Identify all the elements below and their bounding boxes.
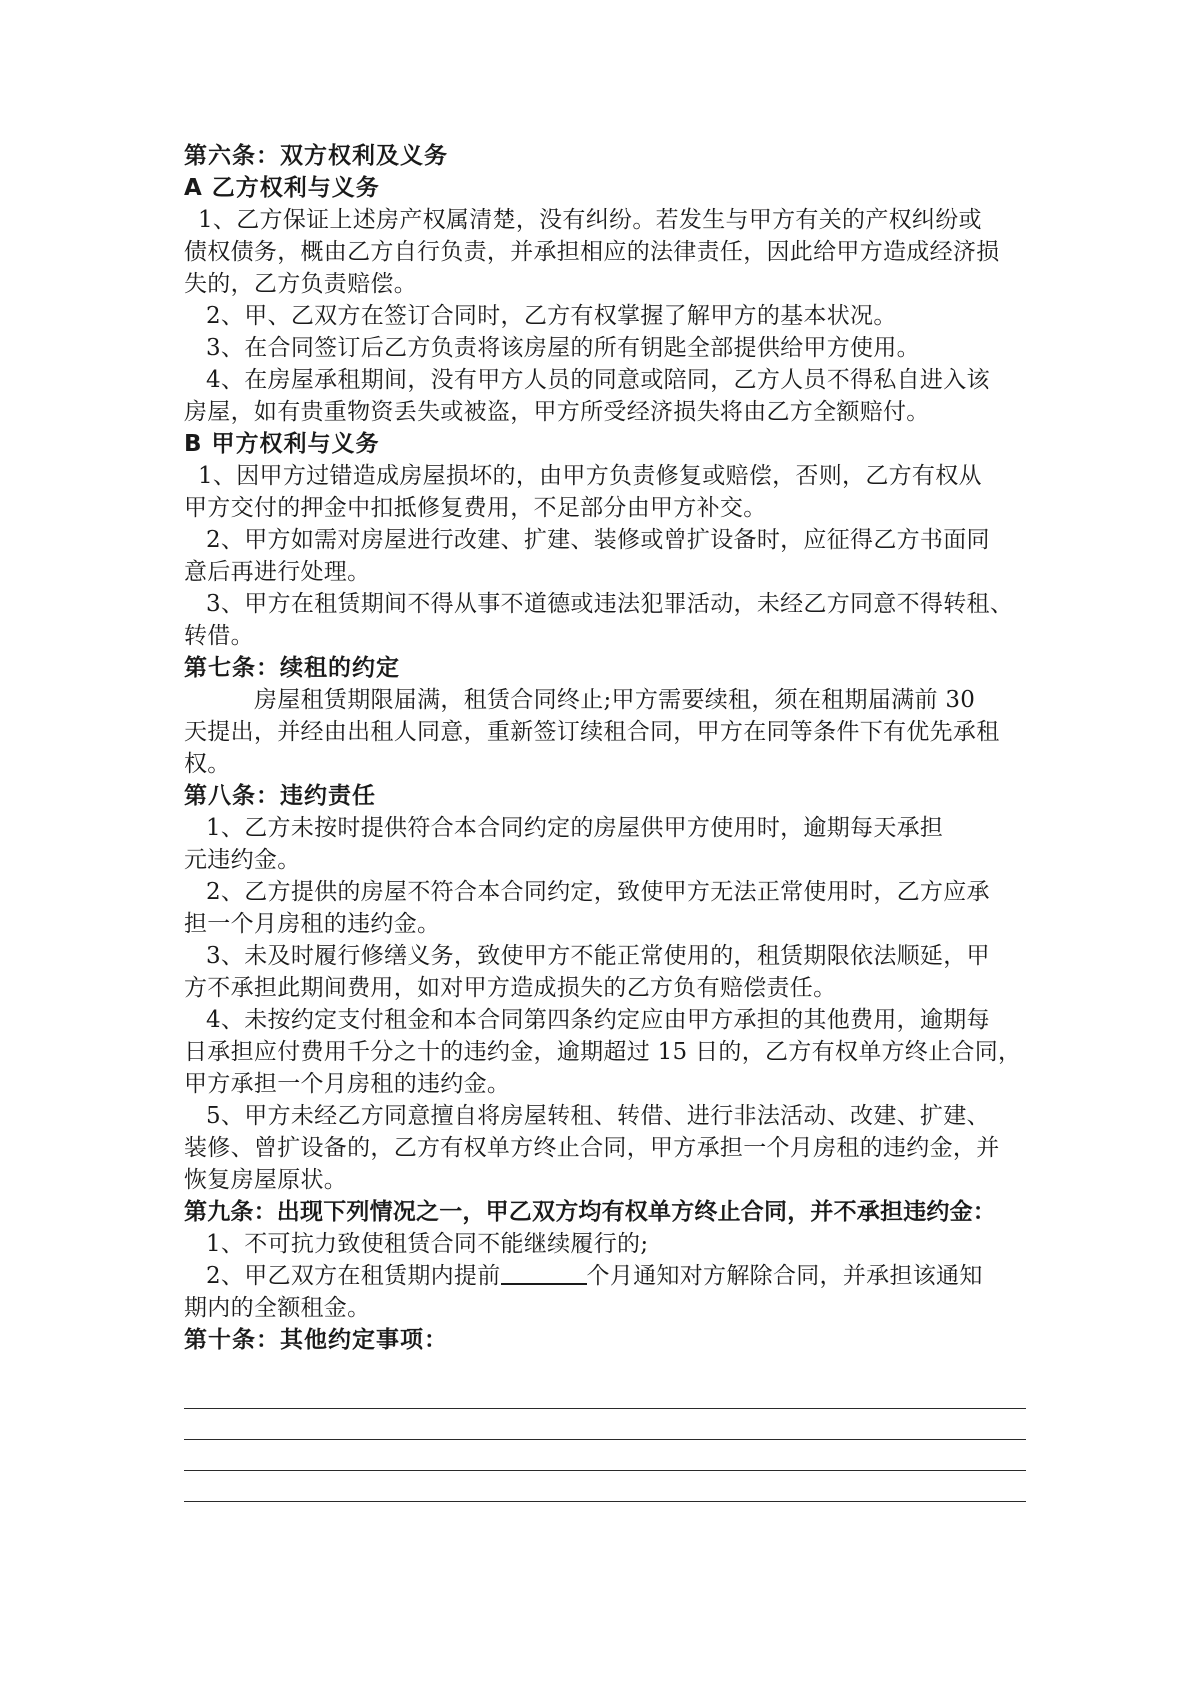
clause-8-1-line2: 元违约金。: [184, 847, 301, 873]
clause-8-3-line1: 3、未及时履行修缮义务，致使甲方不能正常使用的，租赁期限依法顺延，甲: [206, 943, 990, 969]
clause-9-2-line2: 期内的全额租金。: [184, 1295, 371, 1321]
months-blank-field[interactable]: [501, 1261, 587, 1285]
clause-8-4-line1: 4、未按约定支付租金和本合同第四条约定应由甲方承担的其他费用，逾期每: [206, 1007, 990, 1033]
article-7-body-line2: 天提出，并经由出租人同意，重新签订续租合同，甲方在同等条件下有优先承租: [184, 719, 1000, 745]
blank-line-4[interactable]: [184, 1501, 1026, 1502]
blank-line-3[interactable]: [184, 1470, 1026, 1471]
clause-8-5-line1: 5、甲方未经乙方同意擅自将房屋转租、转借、进行非法活动、改建、扩建、: [206, 1103, 990, 1129]
clause-b2-line2: 意后再进行处理。: [184, 559, 371, 585]
article-6-title: 第六条：双方权利及义务: [184, 143, 448, 169]
clause-a2: 2、甲、乙双方在签订合同时，乙方有权掌握了解甲方的基本状况。: [206, 303, 897, 329]
clause-a3: 3、在合同签订后乙方负责将该房屋的所有钥匙全部提供给甲方使用。: [206, 335, 920, 361]
article-8-title: 第八条：违约责任: [184, 783, 376, 809]
article-7-title: 第七条：续租的约定: [184, 655, 400, 681]
clause-b3-line1: 3、甲方在租赁期间不得从事不道德或违法犯罪活动，未经乙方同意不得转租、: [206, 591, 1014, 617]
clause-b1-line1: 1、因甲方过错造成房屋损坏的，由甲方负责修复或赔偿，否则，乙方有权从: [198, 463, 982, 489]
clause-8-2-line1: 2、乙方提供的房屋不符合本合同约定，致使甲方无法正常使用时，乙方应承: [206, 879, 990, 905]
clause-9-2-line1: [184, 1260, 1026, 1292]
blank-line-1[interactable]: [184, 1408, 1026, 1409]
section-b-title: B 甲方权利与义务: [184, 431, 380, 457]
clause-a1-line2: 债权债务，概由乙方自行负责，并承担相应的法律责任，因此给甲方造成经济损: [184, 239, 1000, 265]
article-9-title: 第九条：出现下列情况之一，甲乙双方均有权单方终止合同，并不承担违约金：: [184, 1199, 996, 1225]
clause-8-3-line2: 方不承担此期间费用，如对甲方造成损失的乙方负有赔偿责任。: [184, 975, 837, 1001]
clause-a1-line3: 失的，乙方负责赔偿。: [184, 271, 417, 297]
clause-b1-line2: 甲方交付的押金中扣抵修复费用，不足部分由甲方补交。: [184, 495, 767, 521]
clause-b3-line2: 转借。: [184, 623, 254, 649]
clause-9-2-text-before: 2、甲乙双方在租赁期内提前: [206, 1263, 501, 1289]
clause-8-4-line2: 日承担应付费用千分之十的违约金，逾期超过 15 日的，乙方有权单方终止合同，: [184, 1039, 1022, 1065]
article-7-body-line3: 权。: [184, 751, 231, 777]
contract-page: [184, 140, 1026, 1356]
clause-9-1: 1、不可抗力致使租赁合同不能继续履行的;: [206, 1231, 649, 1257]
clause-b2-line1: 2、甲方如需对房屋进行改建、扩建、装修或曾扩设备时，应征得乙方书面同: [206, 527, 990, 553]
blank-line-2[interactable]: [184, 1439, 1026, 1440]
clause-8-5-line2: 装修、曾扩设备的，乙方有权单方终止合同，甲方承担一个月房租的违约金，并: [184, 1135, 1000, 1161]
clause-9-2-text-after: 个月通知对方解除合同，并承担该通知: [586, 1263, 983, 1289]
clause-8-5-line3: 恢复房屋原状。: [184, 1167, 348, 1193]
section-a-title: A 乙方权利与义务: [184, 175, 380, 201]
article-10-title: 第十条：其他约定事项：: [184, 1327, 448, 1353]
article-7-body-line1: 房屋租赁期限届满，租赁合同终止;甲方需要续租，须在租期届满前 30: [254, 687, 976, 713]
clause-8-1-line1: 1、乙方未按时提供符合本合同约定的房屋供甲方使用时，逾期每天承担: [206, 815, 944, 841]
clause-a4-line1: 4、在房屋承租期间，没有甲方人员的同意或陪同，乙方人员不得私自进入该: [206, 367, 990, 393]
clause-a4-line2: 房屋，如有贵重物资丢失或被盗，甲方所受经济损失将由乙方全额赔付。: [184, 399, 930, 425]
clause-a1-line1: 1、乙方保证上述房产权属清楚，没有纠纷。若发生与甲方有关的产权纠纷或: [198, 207, 982, 233]
clause-8-4-line3: 甲方承担一个月房租的违约金。: [184, 1071, 511, 1097]
clause-8-2-line2: 担一个月房租的违约金。: [184, 911, 441, 937]
